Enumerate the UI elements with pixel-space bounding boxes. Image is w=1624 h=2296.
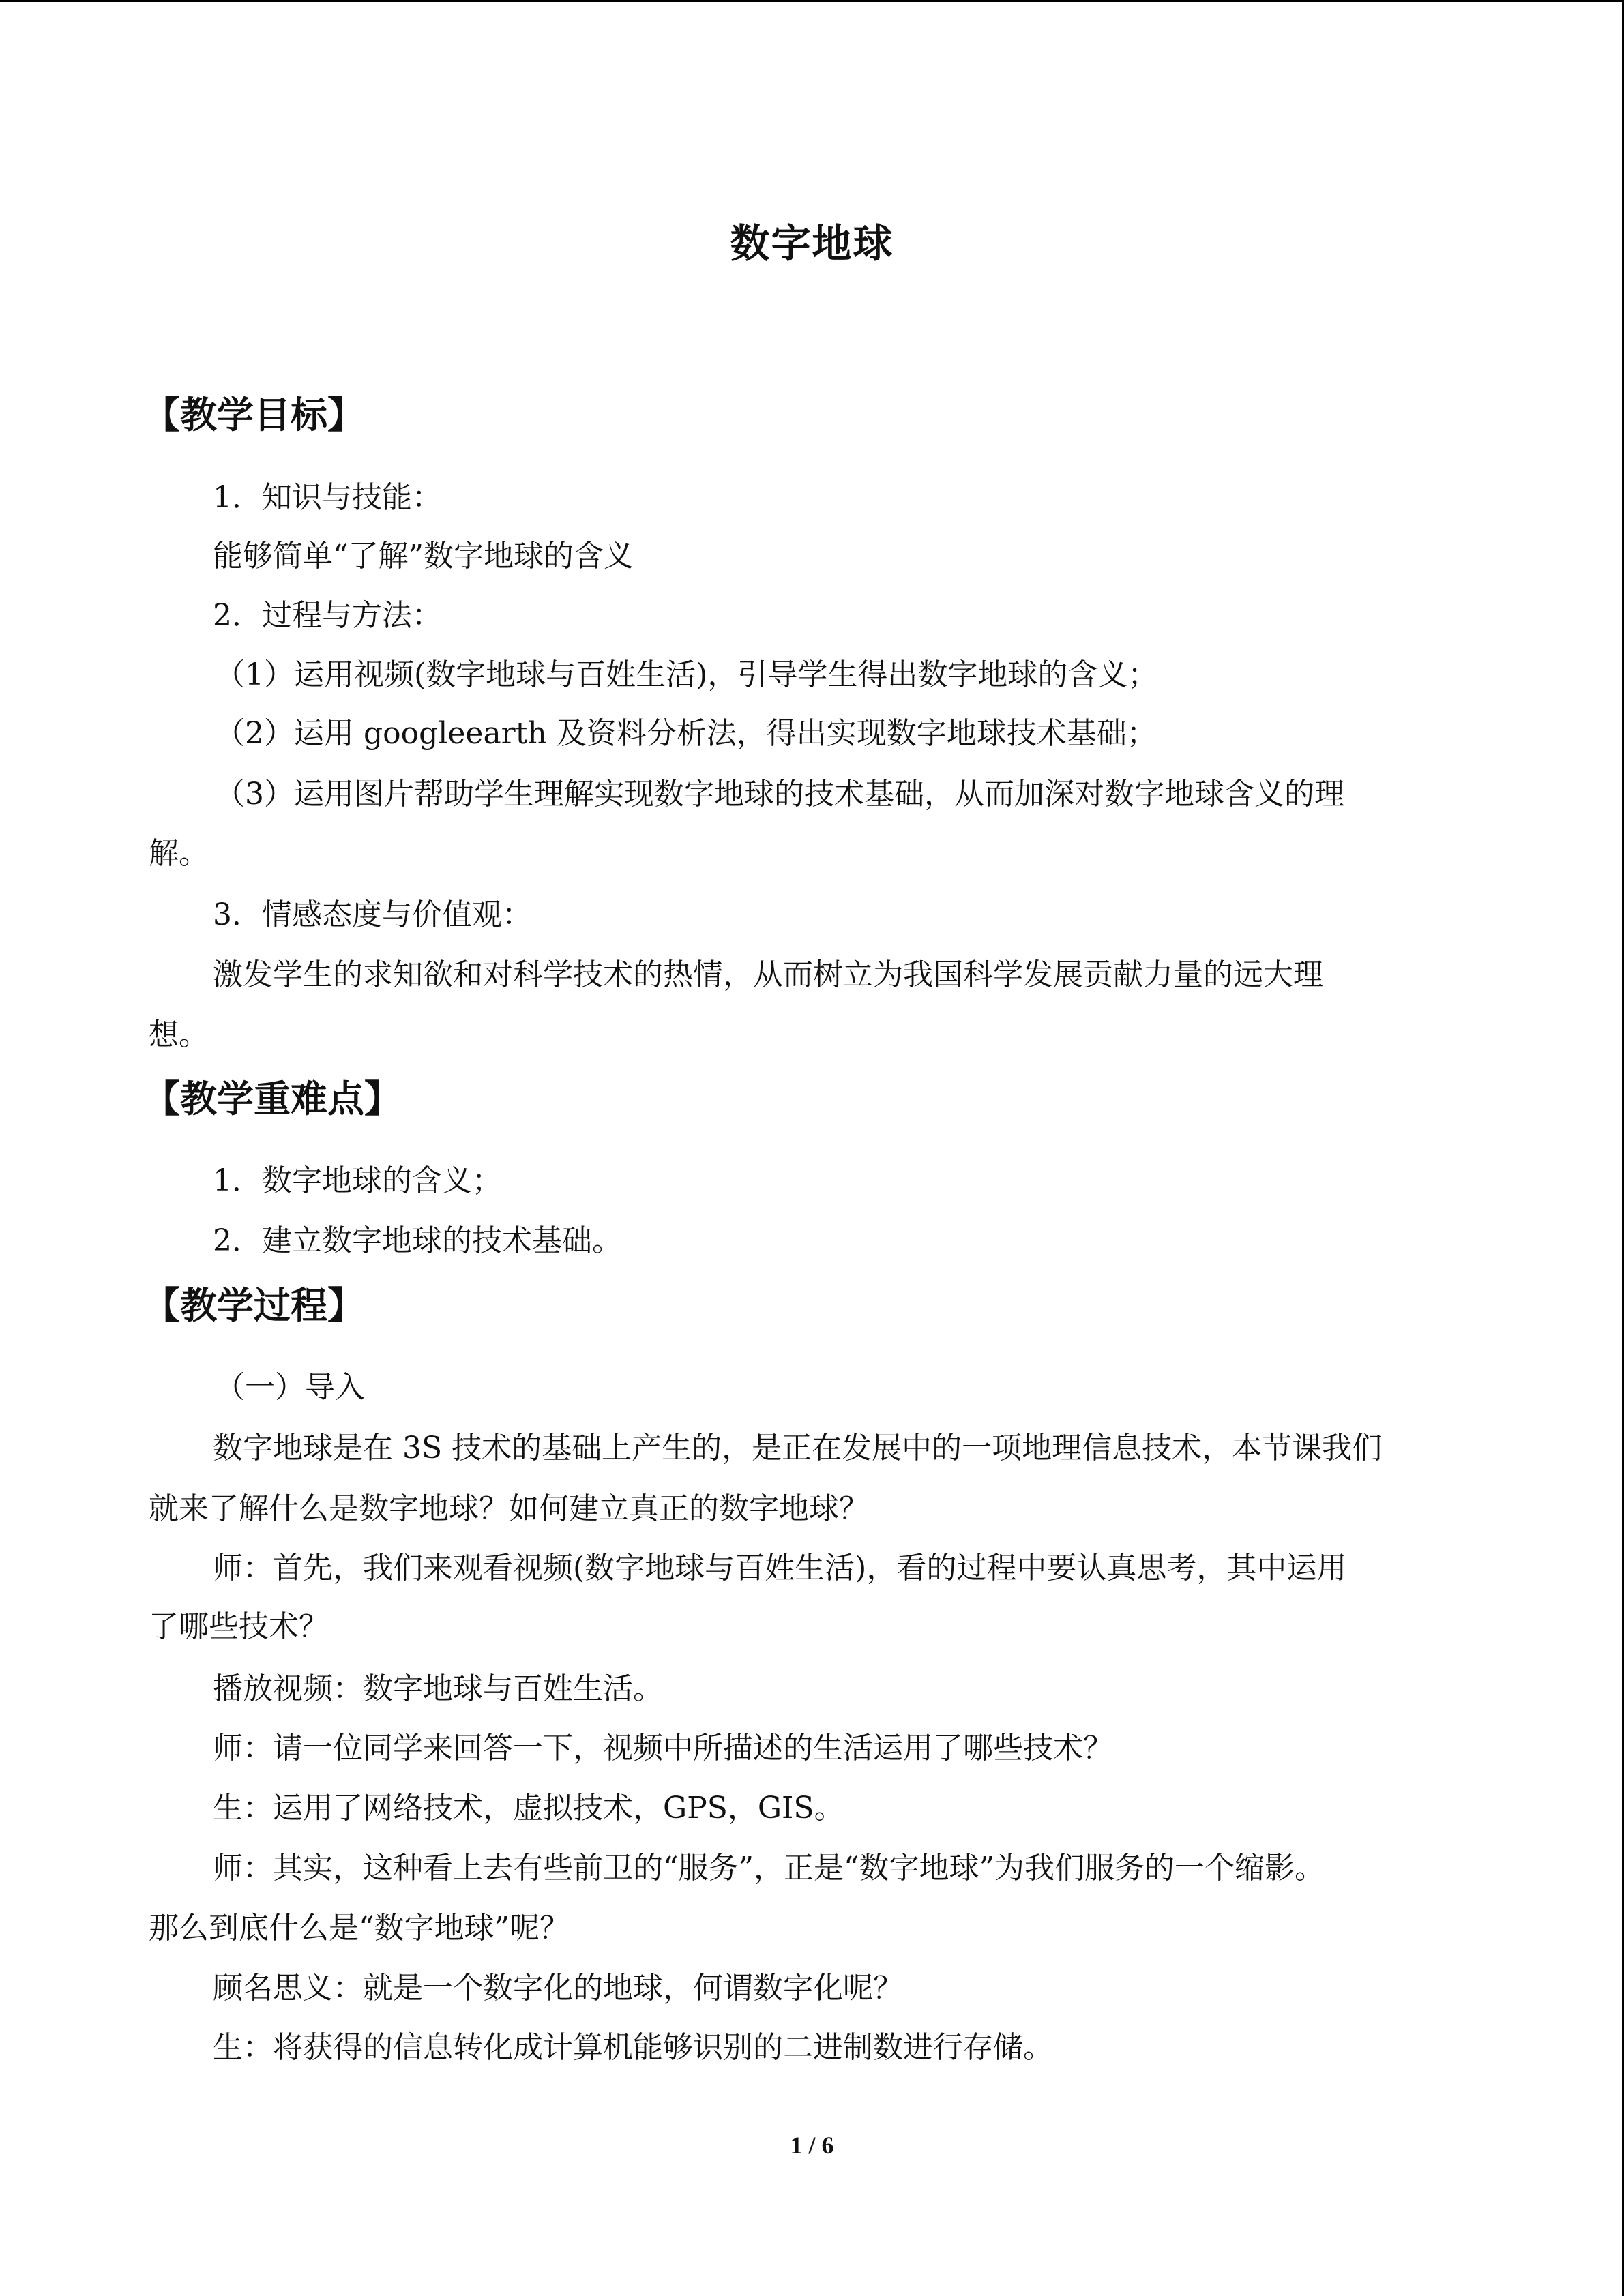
section-heading-objectives: 【教学目标】 [143,393,364,436]
objective-line: 能够简单“了解”数字地球的含义 [213,539,634,573]
objective-line: （3）运用图片帮助学生理解实现数字地球的技术基础，从而加深对数字地球含义的理 [215,777,1344,811]
key-point-line: 1．数字地球的含义； [213,1163,502,1198]
document-title: 数字地球 [730,220,894,267]
objective-line: 2．过程与方法： [213,598,442,633]
page-number: 1 / 6 [790,2132,834,2159]
objective-line: 激发学生的求知欲和对科学技术的热情，从而树立为我国科学发展贡献力量的远大理 [213,957,1323,992]
process-line: 生：将获得的信息转化成计算机能够识别的二进制数进行存储。 [213,2030,1053,2065]
objective-line: （2）运用 googleearth 及资料分析法，得出实现数字地球技术基础； [215,716,1157,751]
page-top-border [0,0,1624,2]
process-line: （一）导入 [215,1370,365,1405]
objective-line: 1．知识与技能： [213,480,442,515]
process-line: 那么到底什么是“数字地球”呢？ [149,1911,570,1945]
objective-line: 解。 [149,836,209,871]
objective-line: 3．情感态度与价值观： [213,897,532,932]
key-point-line: 2．建立数字地球的技术基础。 [213,1223,622,1258]
process-line: 就来了解什么是数字地球？如何建立真正的数字地球？ [149,1491,869,1526]
process-line: 数字地球是在 3S 技术的基础上产生的，是正在发展中的一项地理信息技术，本节课我们 [213,1431,1383,1465]
process-line: 师：请一位同学来回答一下，视频中所描述的生活运用了哪些技术？ [213,1731,1113,1765]
objective-line: 想。 [149,1017,209,1052]
process-line: 师：其实，这种看上去有些前卫的“服务”，正是“数字地球”为我们服务的一个缩影。 [213,1851,1325,1885]
process-line: 了哪些技术？ [149,1609,329,1644]
process-line: 顾名思义：就是一个数字化的地球，何谓数字化呢？ [213,1971,903,2006]
process-line: 播放视频：数字地球与百姓生活。 [213,1671,663,1706]
section-heading-key-points: 【教学重难点】 [143,1077,401,1120]
process-line: 生：运用了网络技术，虚拟技术，GPS，GIS。 [213,1791,844,1825]
objective-line: （1）运用视频(数字地球与百姓生活)，引导学生得出数字地球的含义； [215,657,1158,692]
section-heading-process: 【教学过程】 [143,1284,364,1327]
process-line: 师：首先，我们来观看视频(数字地球与百姓生活)，看的过程中要认真思考，其中运用 [213,1551,1347,1585]
